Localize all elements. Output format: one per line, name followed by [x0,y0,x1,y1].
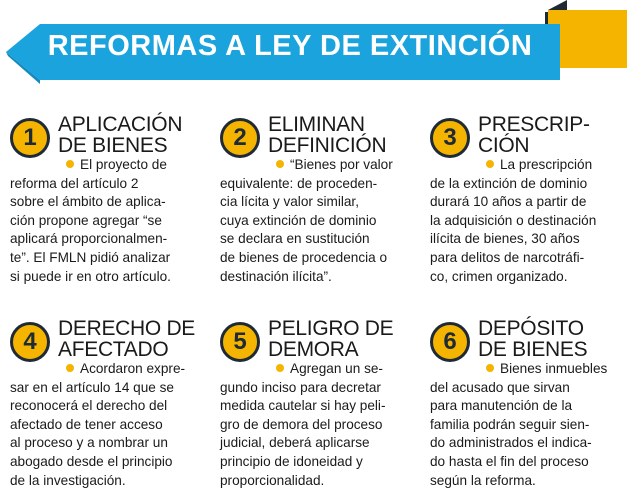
card-body: Bienes inmuebles del acusado que sirvan para manutención de la familia podrán seguir sien- do administrados el indica- do hasta el fin del proceso según la reforma. [430,361,608,488]
card-body: “Bienes por valor equivalente: de proceden- cia lícita y valor similar, cuya extinción de dominio se declara en sustitución de bienes de procedencia o destinación ilícita”. [220,157,393,284]
card-body: Agregan un se- gundo inciso para decretar medida cautelar si hay peli- gro de demora del proceso judicial, deberá aplicarse principio de idoneidad y proporcionalidad. [220,361,386,488]
number-badge: 6 [430,322,470,362]
bullet-dot-icon [66,364,74,372]
number-badge: 4 [10,322,50,362]
number-badge: 3 [430,118,470,158]
card-body: Acordaron expre- sar en el artículo 14 que se reconocerá el derecho del afectado de tener acceso al proceso y a nombrar un abogado desde el principio de la investigación. [10,361,186,488]
card-heading: PRESCRIP- CIÓN [478,113,590,157]
card-heading: APLICACIÓN DE BIENES [58,113,183,157]
card-heading: DERECHO DE AFECTADO [58,317,196,361]
card-heading: PELIGRO DE DEMORA [268,317,394,361]
number-badge: 1 [10,118,50,158]
bullet-dot-icon [276,160,284,168]
bullet-dot-icon [486,160,494,168]
number-badge: 5 [220,322,260,362]
card-body: La prescripción de la extinción de dominio durará 10 años a partir de la adquisición o destinación ilícita de bienes, 30 años para delitos de narcotráfi- co, crimen organizado. [430,157,597,284]
number-badge: 2 [220,118,260,158]
card-heading: DEPÓSITO DE BIENES [478,317,588,361]
bullet-dot-icon [66,160,74,168]
card-body: El proyecto de reforma del artículo 2 sobre el ámbito de aplica- ción propone agregar “se aplicará proporcionalmen- te”. El FMLN pidió analizar si puede ir en otro artículo. [10,157,171,284]
bullet-dot-icon [276,364,284,372]
title-banner [0,0,627,90]
bullet-dot-icon [486,364,494,372]
card-heading: ELIMINAN DEFINICIÓN [268,113,387,157]
page-title: REFORMAS A LEY DE EXTINCIÓN [47,30,533,62]
